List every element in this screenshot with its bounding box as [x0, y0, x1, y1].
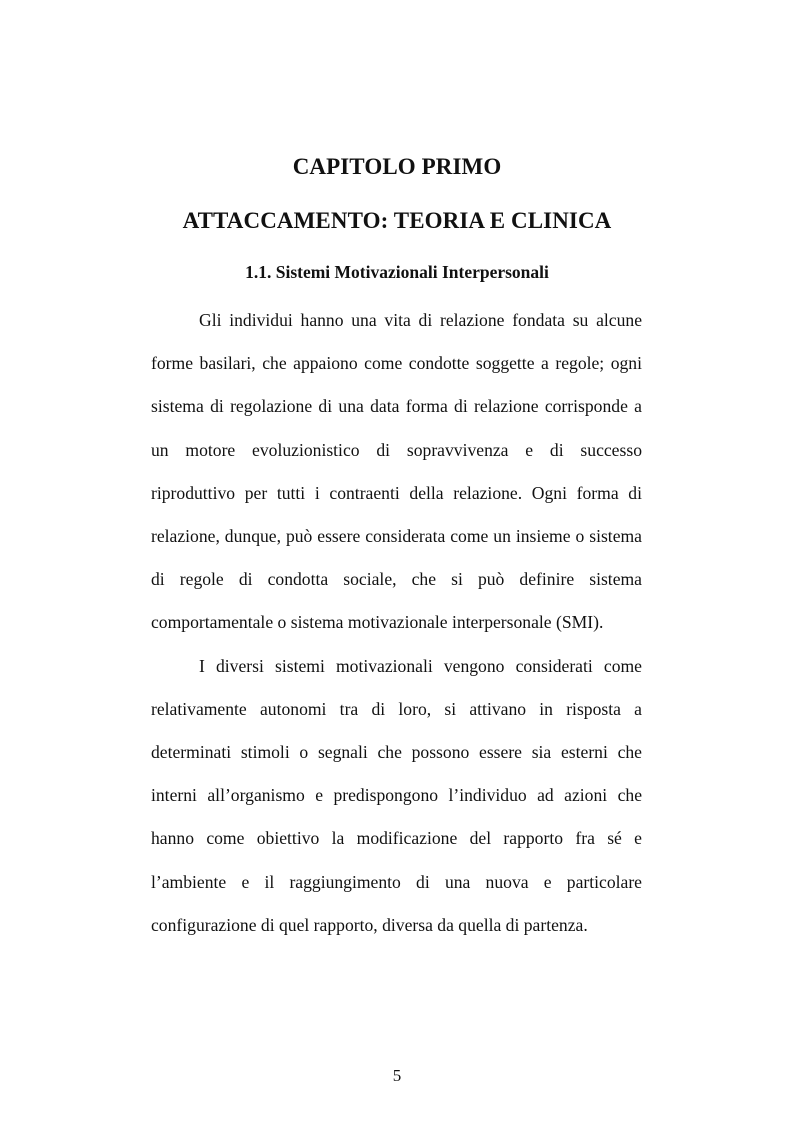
body-text	[151, 299, 642, 947]
paragraph: I diversi sistemi motivazionali vengono considerati come relativamente autonomi tra di loro, si attivano in risposta a determinati stimoli o segnali che possono essere sia esterni che interni all’organismo e predispongono l’individuo ad azioni che hanno come obiettivo la modificazione del rapporto fra sé e l’ambiente e il raggiungimento di una nuova e particolare configurazione di quel rapporto, diversa da quella di partenza.	[151, 655, 642, 935]
chapter-number-heading: CAPITOLO PRIMO	[292, 154, 502, 179]
paragraph: Gli individui hanno una vita di relazione fondata su alcune forme basilari, che appaiono come condotte soggette a regole; ogni sistema di regolazione di una data forma di relazione corrisponde a un motore evoluzionistico di sopravvivenza e di successo riproduttivo per tutti i contraenti della relazione. Ogni forma di relazione, dunque, può essere considerata come un insieme o sistema di regole di condotta sociale, che si può definire sistema comportamentale o sistema motivazionale interpersonale (SMI).	[151, 310, 642, 633]
section-heading: 1.1. Sistemi Motivazionali Interpersonali	[245, 262, 549, 282]
chapter-title-heading: ATTACCAMENTO: TEORIA E CLINICA	[182, 208, 612, 233]
page-number: 5	[392, 1066, 402, 1085]
